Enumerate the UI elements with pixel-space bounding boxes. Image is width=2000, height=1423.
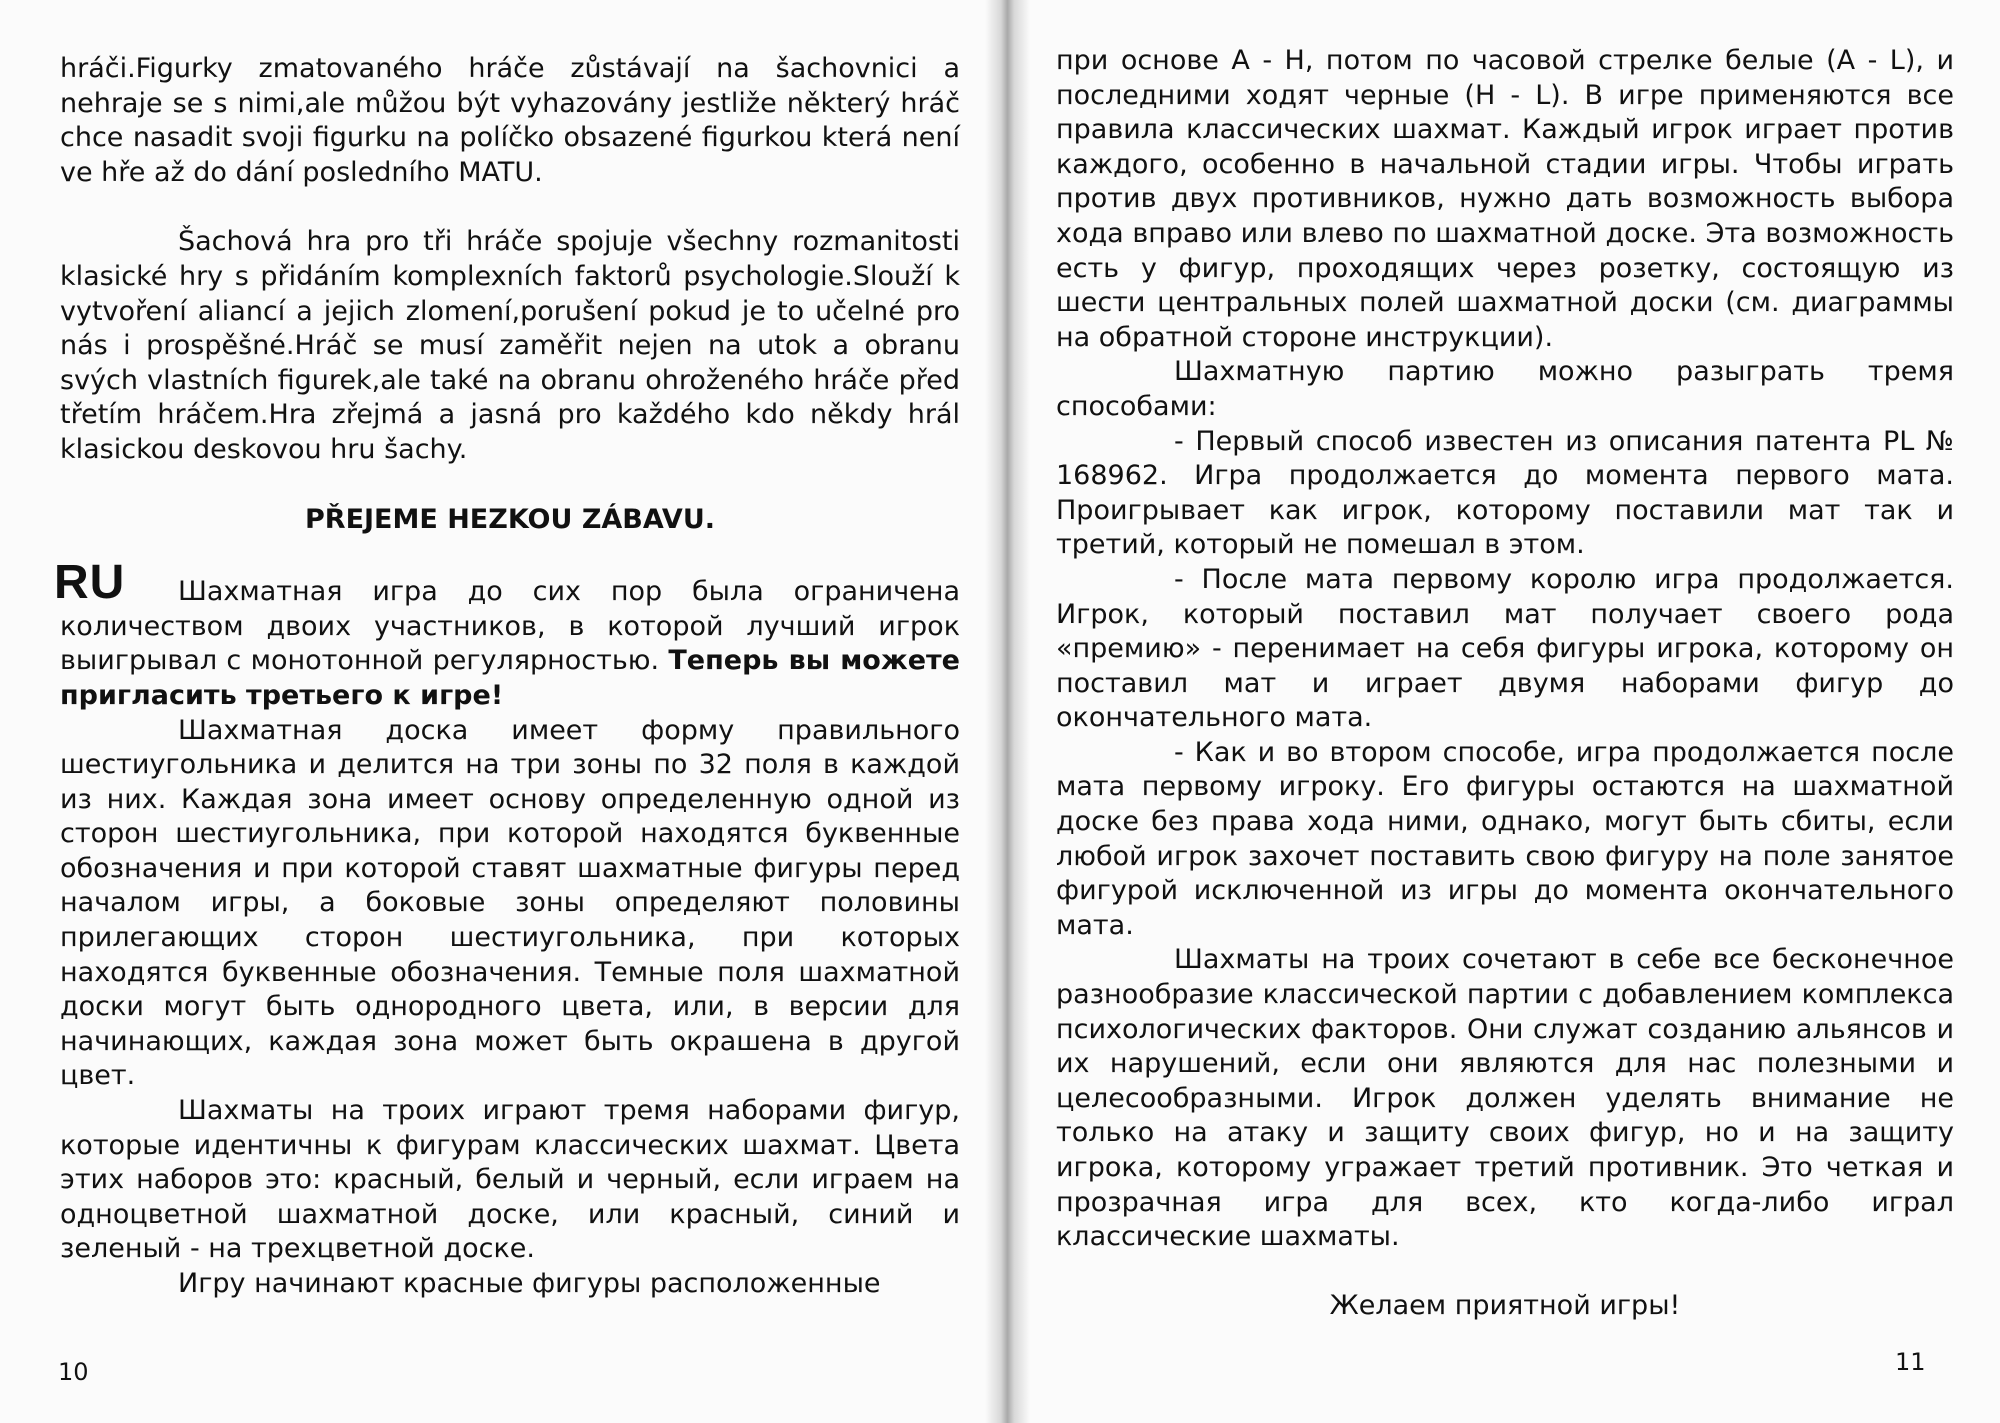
book-gutter [985,0,1030,1423]
page-number-right: 11 [1895,1348,1926,1376]
cz-paragraph-1: hráči.Figurky zmatovaného hráče zůstávají na šachovnici a nehraje se s nimi,ale můžou být vyhazovány jestliže některý hráč chce nasadit svoji figurku na políčko obsazené figurkou která není ve hře až do dání posledního MATU. [60,53,960,188]
ru-intro-bold: Теперь вы можете пригласить третьего к игре! [60,645,960,711]
ru-closing: Желаем приятной игры! [1329,1289,1681,1321]
cz-closing-heading: PŘEJEME HEZKOU ZÁBAVU. [304,503,716,535]
ru-method-3: - Как и во втором способе, игра продолжается после мата первому игроку. Его фигуры остаются на шахматной доске без права хода ними, однако, могут быть сбиты, если любой игрок захочет поставить свою фигуру на поле занятое фигурой исключенной из игры до момента окончательного мата. [1056,736,1954,941]
ru-paragraph-1 [60,575,960,713]
page-number-left: 10 [58,1358,89,1386]
language-label-ru: RU [54,556,126,610]
ru-intro-text: Шахматная игра до сих пор была ограничена количеством двоих участников, в которой лучший игрок выигрывал с монотонной регулярностью. [60,576,960,677]
ru-paragraph-2: Шахматная доска имеет форму правильного шестиугольника и делится на три зоны по 32 поля в каждой из них. Каждая зона имеет основу определенную одной из сторон шестиугольника, при которой находятся буквенные обозначения и при которой ставят шахматные фигуры перед началом игры, а боковые зоны определяют половины прилегающих сторон шестиугольника, при которых находятся буквенные обозначения. Темные поля шахматной доски могут быть однородного цвета, или, в версии для начинающих, каждая зона может быть окрашена в другой цвет. [60,714,960,1092]
ru-paragraph-6: Шахматную партию можно разыграть тремя способами: [1056,356,1954,422]
ru-section [54,556,960,1301]
ru-paragraph-4: Игру начинают красные фигуры расположенные [178,1268,881,1299]
ru-paragraph-7: Шахматы на троих сочетают в себе все бесконечное разнообразие классической партии с добавлением комплекса психологических факторов. Они служат созданию альянсов и их нарушений, если они являются для нас полезными и целесообразными. Игрок должен уделять внимание не только на атаку и защиту своих фигур, но и на защиту игрока, которому угражает третий противник. Это четкая и прозрачная игра для всех, кто когда-либо играл классические шахматы. [1056,944,1954,1253]
ru-paragraph-5: при основе А - Н, потом по часовой стрелке белые (А - L), и последними ходят черные (Н - L). В игре применяются все правила классических шахмат. Каждый игрок играет против каждого, особенно в начальной стадии игры. Чтобы играть против двух противников, нужно дать возможность выбора хода вправо или влево по шахматной доске. Эта возможность есть у фигур, проходящих через розетку, состоящую из шести центральных полей шахматной доски (см. диаграммы на обратной стороне инструкции). [1056,45,1954,353]
ru-method-1: - Первый способ известен из описания патента PL № 168962. Игра продолжается до момента первого мата. Проигрывает как игрок, которому поставили мат так и третий, который не помешал в этом. [1056,425,1954,561]
cz-paragraph-2: Šachová hra pro tři hráče spojuje všechny rozmanitosti klasické hry s přidáním komplexních faktorů psychologie.Slouží k vytvoření aliancí a jejich zlomení,porušení pokud je to učelné pro nás i prospěšné.Hráč se musí zaměřit nejen na utok a obranu svých vlastních figurek,ale také na obranu ohroženého hráče před třetím hráčem.Hra zřejmá a jasná pro každého kdo někdy hrál klasickou deskovou hru šachy. [60,226,960,465]
ru-method-2: - После мата первому королю игра продолжается. Игрок, который поставил мат получает своего рода «премию» - перенимает на себя фигуры игрока, которому он поставил мат и играет двумя наборами фигур до окончательного мата. [1056,563,1954,734]
ru-paragraph-3: Шахматы на троих играют тремя наборами фигур, которые идентичны к фигурам классических шахмат. Цвета этих наборов это: красный, белый и черный, если играем на одноцветной шахматной доске, или красный, синий и зеленый - на трехцветной доске. [60,1095,960,1265]
right-page [1020,0,2000,1423]
